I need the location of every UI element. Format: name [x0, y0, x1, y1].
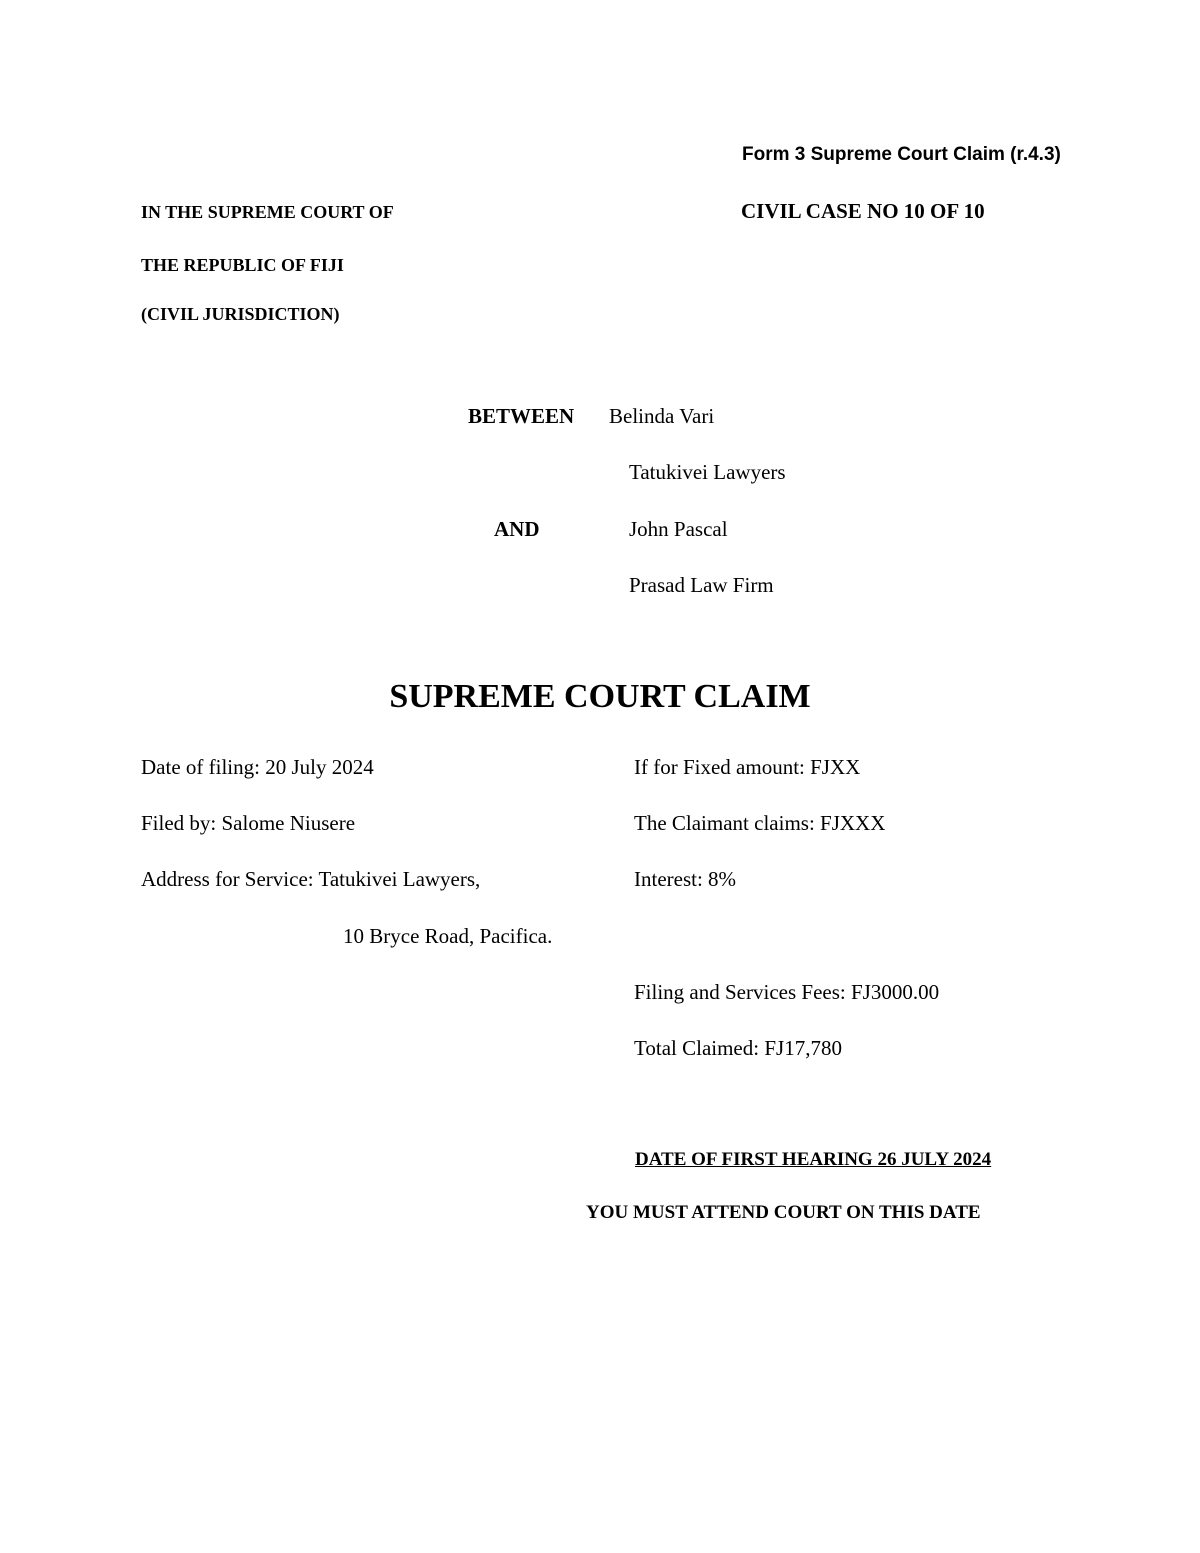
date-of-filing: Date of filing: 20 July 2024	[141, 755, 374, 779]
claimant-claims: The Claimant claims: FJXXX	[634, 811, 886, 835]
between-label: BETWEEN	[468, 404, 575, 428]
claimant-name: Belinda Vari	[609, 404, 715, 428]
defendant-lawyer: Prasad Law Firm	[629, 573, 774, 597]
document-title: SUPREME COURT CLAIM	[389, 678, 811, 715]
first-hearing-date: DATE OF FIRST HEARING 26 JULY 2024	[635, 1149, 992, 1170]
court-name-line2: THE REPUBLIC OF FIJI	[141, 255, 344, 275]
filed-by: Filed by: Salome Niusere	[141, 811, 356, 835]
claimant-lawyer: Tatukivei Lawyers	[629, 460, 786, 484]
address-for-service: Address for Service: Tatukivei Lawyers,	[141, 867, 481, 891]
filing-fees: Filing and Services Fees: FJ3000.00	[634, 980, 940, 1004]
address-line2: 10 Bryce Road, Pacifica.	[343, 924, 553, 948]
total-claimed: Total Claimed: FJ17,780	[634, 1036, 842, 1060]
form-label: Form 3 Supreme Court Claim (r.4.3)	[742, 144, 1061, 165]
interest-rate: Interest: 8%	[634, 867, 737, 891]
attendance-notice: YOU MUST ATTEND COURT ON THIS DATE	[586, 1202, 981, 1223]
court-name-line1: IN THE SUPREME COURT OF	[141, 202, 394, 222]
fixed-amount: If for Fixed amount: FJXX	[634, 755, 861, 779]
defendant-name: John Pascal	[629, 517, 728, 541]
court-jurisdiction: (CIVIL JURISDICTION)	[141, 304, 340, 324]
case-number: CIVIL CASE NO 10 OF 10	[741, 199, 985, 223]
and-label: AND	[494, 517, 540, 541]
